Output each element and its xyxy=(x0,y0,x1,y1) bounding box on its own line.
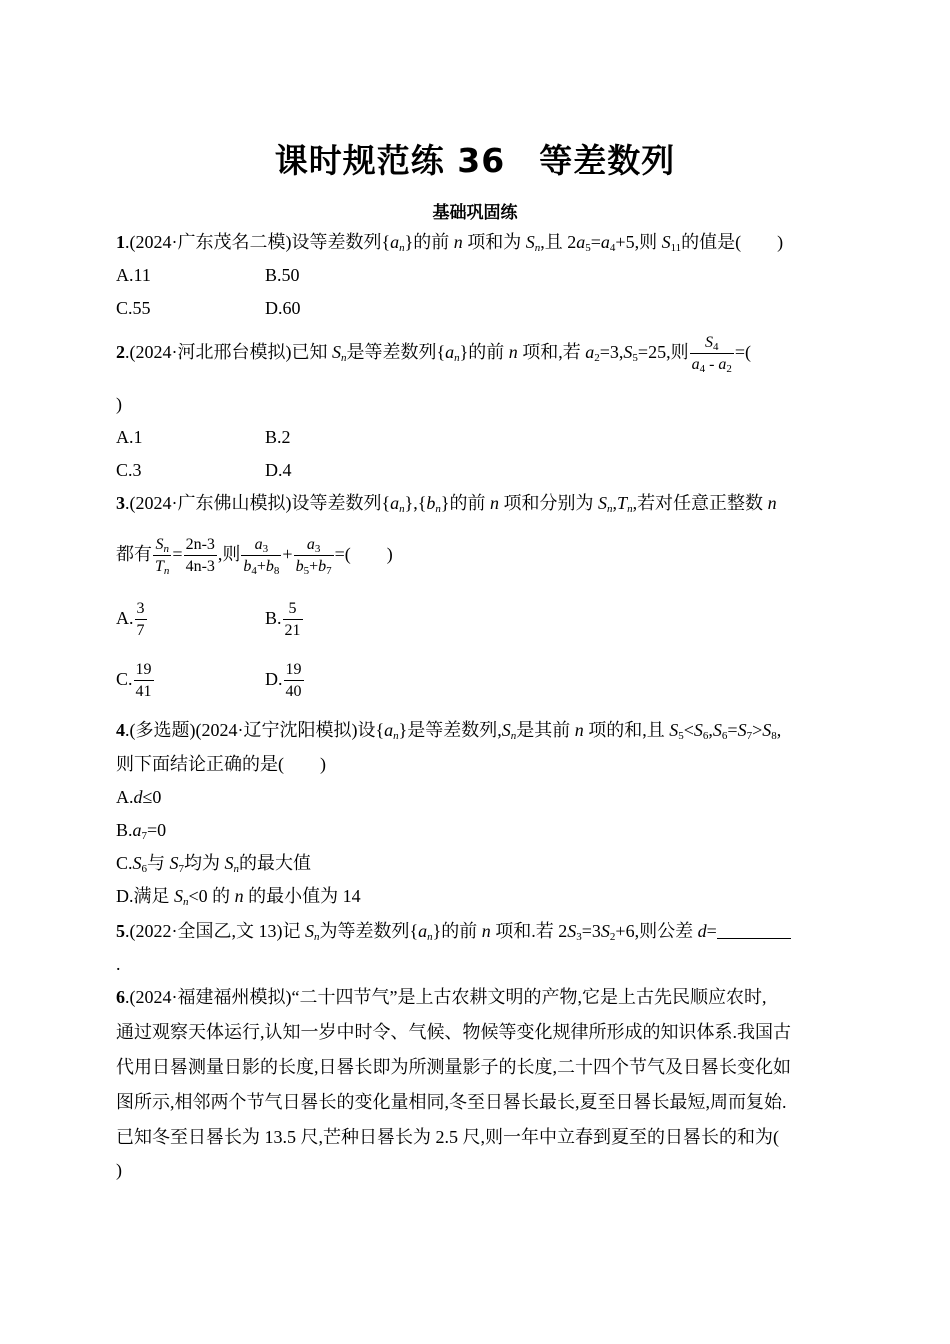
q6-line-3: 代用日晷测量日影的长度,日晷长即为所测量影子的长度,二十四个节气及日晷长变化如 xyxy=(116,1057,791,1077)
q2-option-d: D.4 xyxy=(265,460,292,480)
answer-blank xyxy=(717,922,791,939)
section-heading: 基础巩固练 xyxy=(432,203,518,223)
q3-option-a: A. $\frac{3}{7}$ xyxy=(116,599,145,639)
question-6: 6.(2024·福建福州模拟)“二十四节气”是上古农耕文明的产物,它是上古先民顺应农时, xyxy=(116,987,767,1007)
q4-option-d: D.满足 $S_n<0$ 的 n 的最小值为 14 xyxy=(116,886,361,908)
q2-option-a: A.1 xyxy=(116,427,143,447)
q4-option-c: $C.S_6$与 $S_7$均为 $S_n$的最大值 xyxy=(116,853,312,875)
q3-option-b: B. $\frac{5}{21}$ xyxy=(265,599,301,639)
question-1: 1.(2024·广东茂名二模)设等差数列$\{a_n\}$的前 n 项和为 $S_n$,且 $2a_5=a_4+5$,则 $S_{11}$的值是( ) xyxy=(116,232,784,254)
q2-fraction: $\frac{S_4}{a_4 - a_2}$ xyxy=(691,333,732,375)
q1-option-c: C.55 xyxy=(116,298,151,318)
q2-option-b: B.2 xyxy=(265,427,291,447)
q3-option-d: D. $\frac{19}{40}$ xyxy=(265,660,302,700)
q6-line-6: ) xyxy=(116,1160,122,1180)
q3-option-c: C. $\frac{19}{41}$ xyxy=(116,660,152,700)
q6-line-2: 通过观察天体运行,认知一岁中时令、气候、物候等变化规律所形成的知识体系.我国古 xyxy=(116,1022,791,1042)
q4-option-b: $B.a_7=0$ xyxy=(116,820,167,842)
q1-option-b: B.50 xyxy=(265,265,300,285)
q1-option-d: D.60 xyxy=(265,298,301,318)
question-4-line-2: 则下面结论正确的是( ) xyxy=(116,754,326,774)
q2-close-paren: ) xyxy=(116,394,122,414)
question-3: 3.(2024·广东佛山模拟)设等差数列$\{a_n\},\{b_n\}$的前 n 项和分别为 $S_n,T_n$,若对任意正整数 n xyxy=(116,493,777,515)
question-3-line-2: 都有 $\frac{S_n}{T_n}$ = $\frac{2n-3}{4n-3}$ ,则 $\frac{a_3}{b_4+b_8}$ + $\frac{a_3}{b_5+b_7}$ =( ) xyxy=(116,535,393,577)
question-2: 2.(2024·河北邢台模拟)已知 $S_n$是等差数列$\{a_n\}$的前 n 项和,若 $a_2=3,S_5=25$,则 $\frac{S_4}{a_4 - a_2}$ =( xyxy=(116,333,752,375)
question-4: 4.(多选题)(2024·辽宁沈阳模拟)设$\{a_n\}$是等差数列$,S_n$是其前 n 项的和,且 $S_5<S_6,S_6=S_7>S_8$, xyxy=(116,720,782,742)
page-title: 课时规范练 36 等差数列 xyxy=(274,141,676,180)
q2-option-c: C.3 xyxy=(116,460,142,480)
q6-line-4: 图所示,相邻两个节气日晷长的变化量相同,冬至日晷长最长,夏至日晷长最短,周而复始. xyxy=(116,1092,787,1112)
q4-option-a: A.d≤0 xyxy=(116,787,162,807)
q6-line-5: 已知冬至日晷长为 13.5 尺,芒种日晷长为 2.5 尺,则一年中立春到夏至的日晷长的和为( xyxy=(116,1127,779,1147)
q5-period: . xyxy=(116,954,121,974)
q1-option-a: A.11 xyxy=(116,265,151,285)
question-5: 5.(2022·全国乙,文 13)记 $S_n$为等差数列$\{a_n\}$的前 n 项和.若 $2S_3=3S_2+6$,则公差 d= xyxy=(116,919,791,943)
